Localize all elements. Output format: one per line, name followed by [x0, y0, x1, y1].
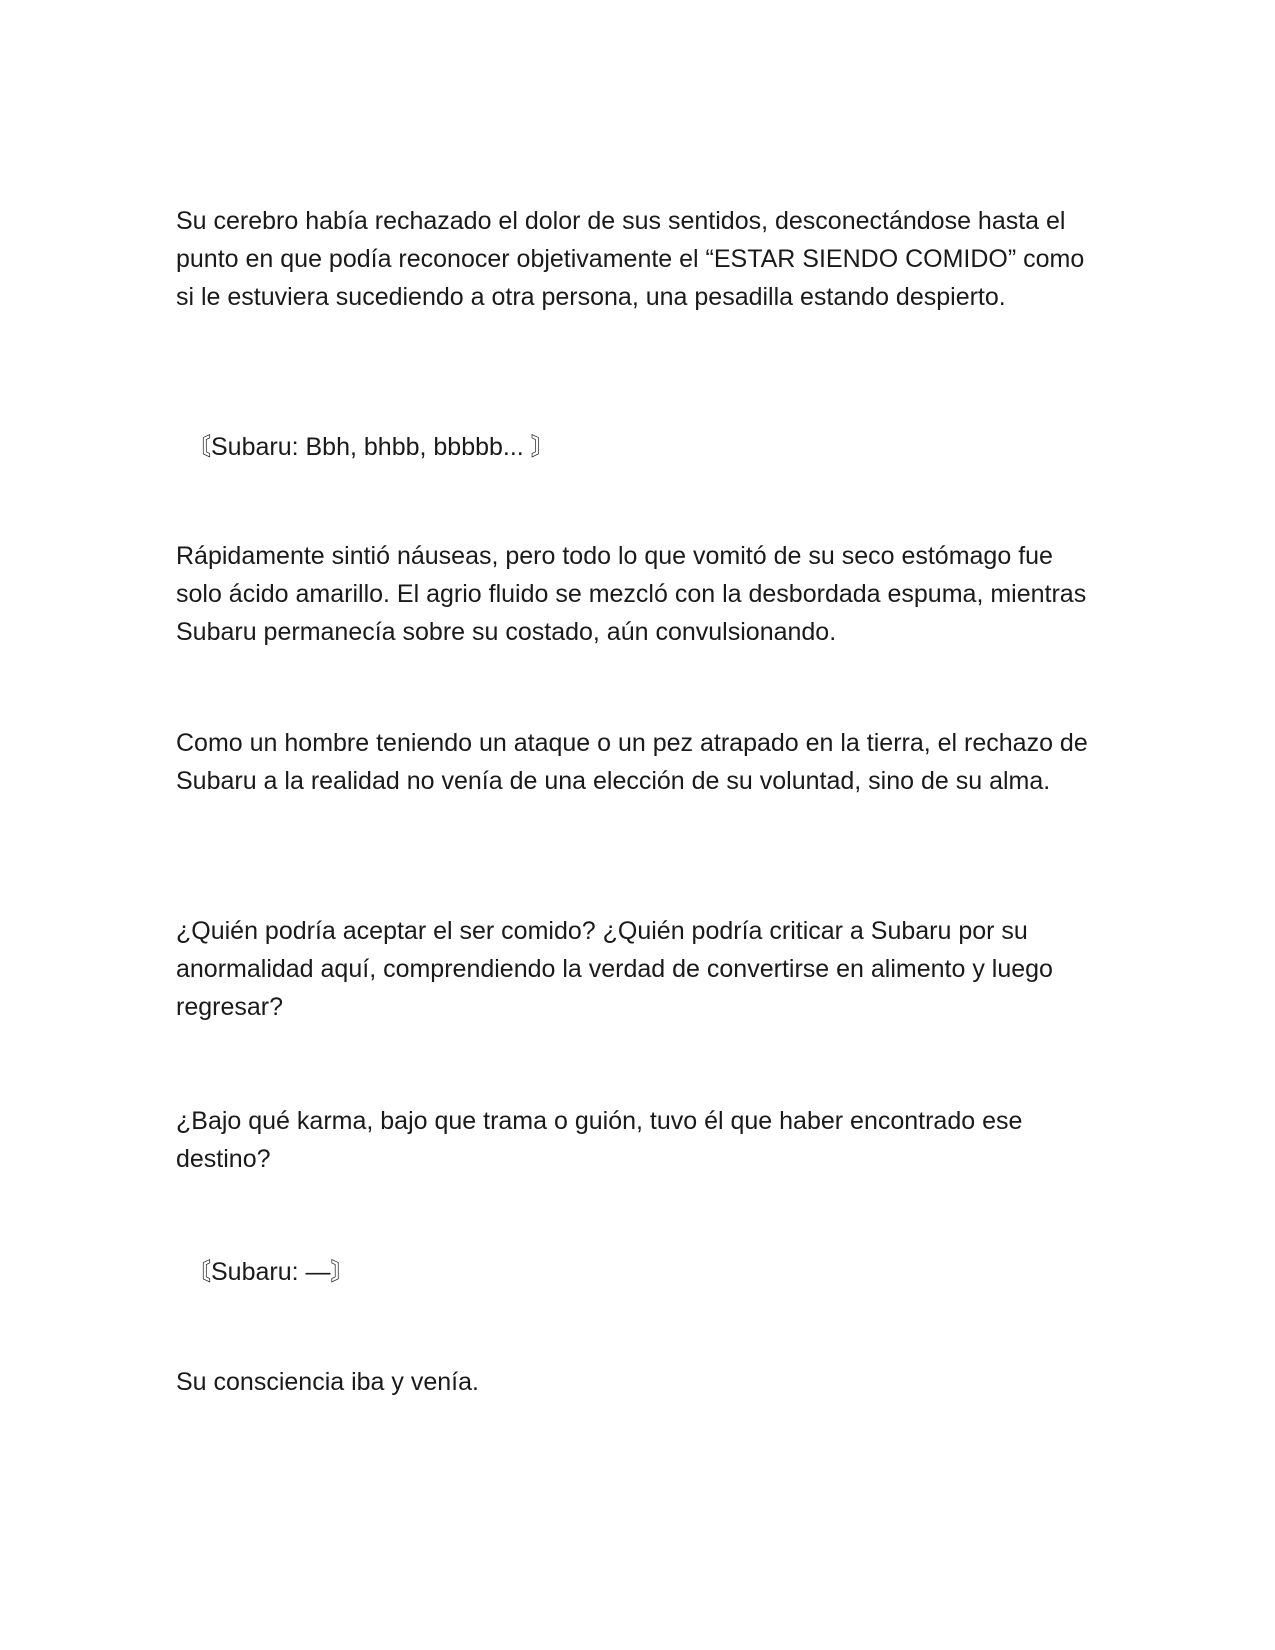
- dialogue-line-2: 〘Subaru: —〙: [186, 1258, 356, 1286]
- paragraph-4: ¿Quién podría aceptar el ser comido? ¿Quién podría criticar a Subaru por su anormalidad aquí, comprendiendo la verdad de convertirse en alimento y luego regresar?: [176, 917, 1053, 1021]
- dialogue-line-1: 〘Subaru: Bbh, bhbb, bbbbb... 〙: [186, 433, 556, 461]
- paragraph-5: ¿Bajo qué karma, bajo que trama o guión, tuvo él que haber encontrado ese destino?: [176, 1107, 1023, 1173]
- paragraph-2: Rápidamente sintió náuseas, pero todo lo que vomitó de su seco estómago fue solo ácido amarillo. El agrio fluido se mezcló con la desbordada espuma, mientras Subaru permanecía sobre su costado, aún convulsionando.: [176, 542, 1087, 646]
- paragraph-3: Como un hombre teniendo un ataque o un pez atrapado en la tierra, el rechazo de Subaru a la realidad no venía de una elección de su voluntad, sino de su alma.: [176, 729, 1088, 795]
- paragraph-6: Su consciencia iba y venía.: [176, 1368, 479, 1396]
- paragraph-1: Su cerebro había rechazado el dolor de sus sentidos, desconectándose hasta el punto en que podía reconocer objetivamente el “ESTAR SIENDO COMIDO” como si le estuviera sucediendo a otra persona, una pesadilla estando despierto.: [176, 207, 1085, 311]
